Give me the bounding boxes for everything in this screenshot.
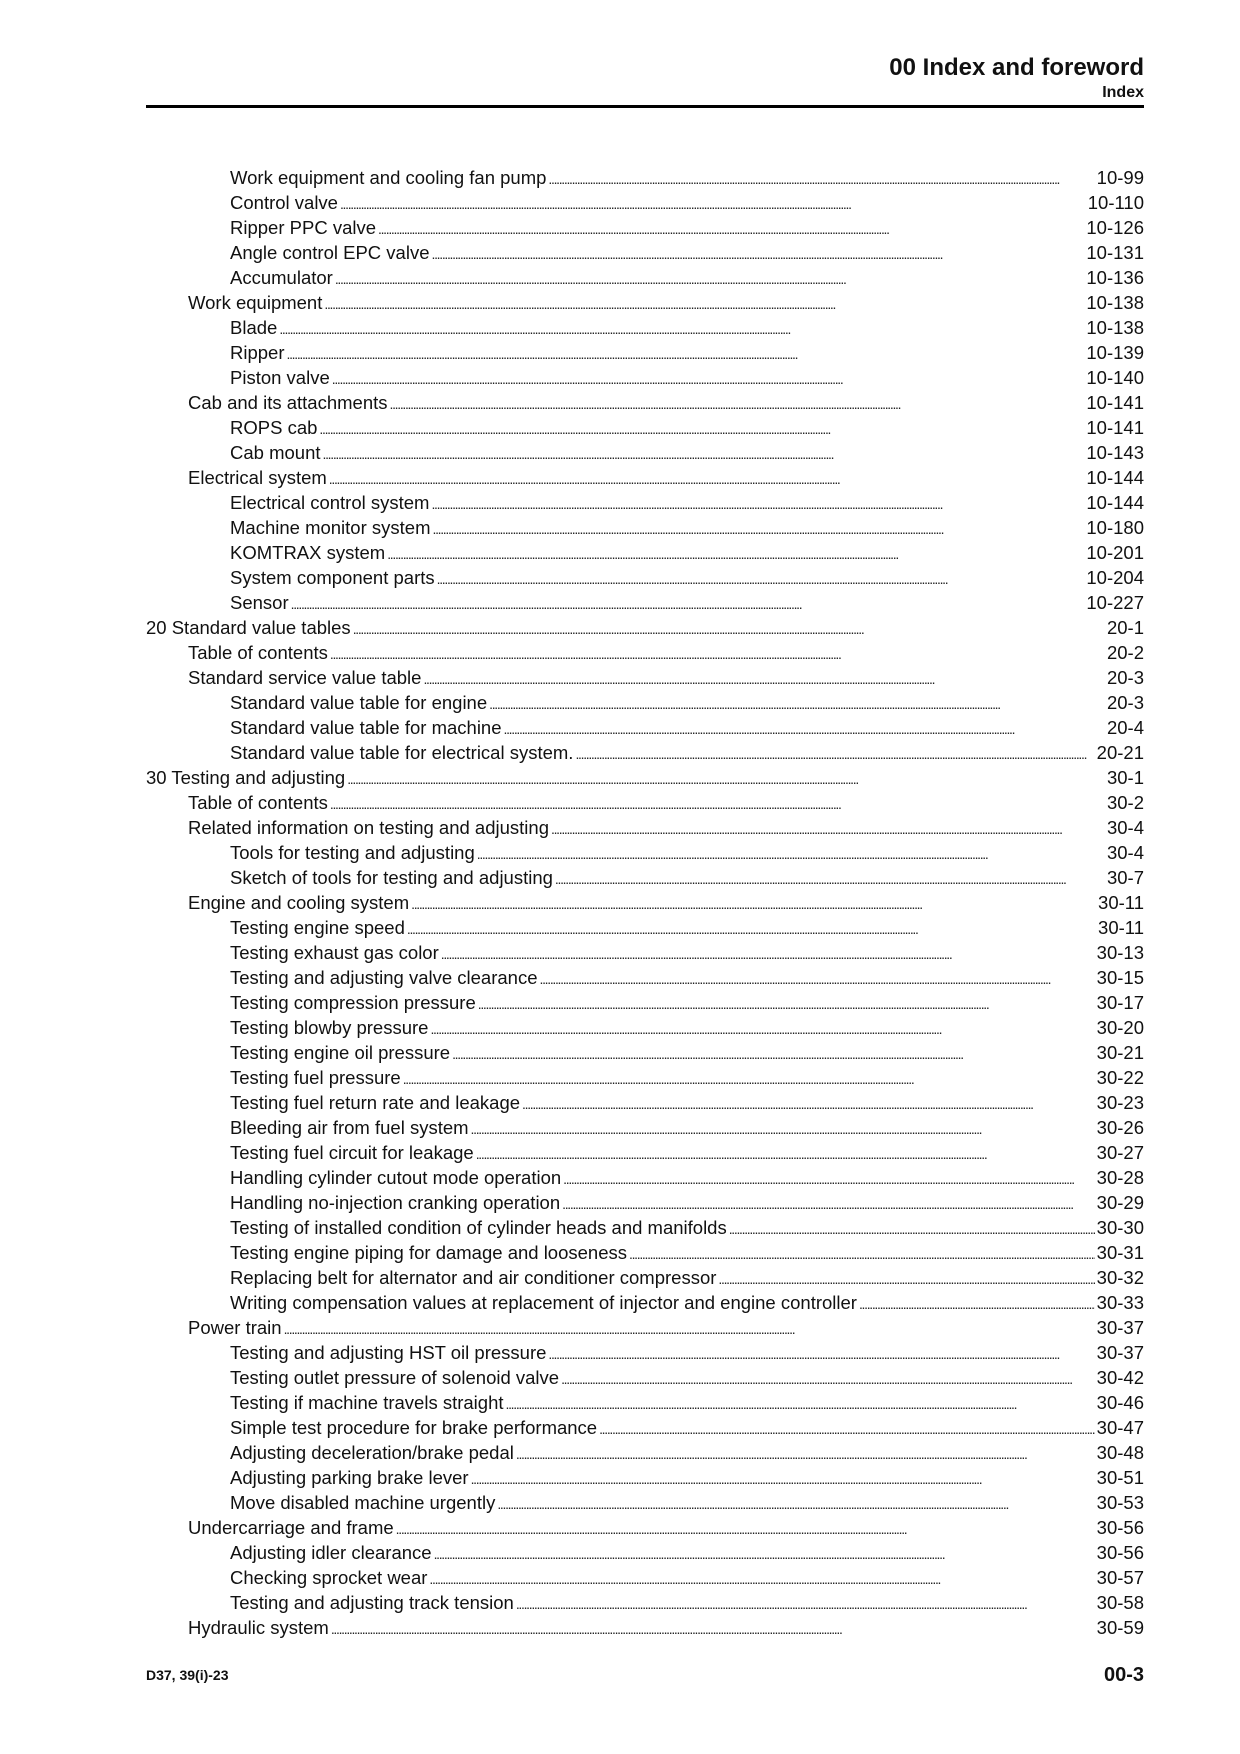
toc-entry-page: 20-21	[1096, 742, 1144, 763]
toc-entry-page: 10-99	[1096, 167, 1144, 188]
toc-entry[interactable]	[146, 165, 1144, 190]
toc-entry-page: 30-37	[1096, 1342, 1144, 1363]
toc-entry-title: Machine monitor system	[230, 517, 431, 538]
toc-entry[interactable]	[146, 1140, 1144, 1165]
toc-entry-title: Adjusting idler clearance	[230, 1542, 432, 1563]
toc-dot-leader	[562, 1192, 1095, 1217]
toc-entry-page: 30-28	[1096, 1167, 1144, 1188]
toc-entry-page: 10-144	[1086, 467, 1144, 488]
toc-dot-leader	[599, 1417, 1095, 1442]
toc-dot-leader	[548, 1342, 1094, 1367]
toc-entry-page: 30-31	[1096, 1242, 1144, 1263]
toc-entry[interactable]	[146, 1190, 1144, 1215]
toc-entry-page: 30-11	[1098, 917, 1144, 938]
toc-entry-page: 10-204	[1086, 567, 1144, 588]
toc-entry[interactable]	[146, 1440, 1144, 1465]
model-label: D37, 39(i)-23	[146, 1667, 229, 1683]
toc-entry[interactable]	[146, 740, 1144, 765]
toc-entry-page: 20-3	[1106, 667, 1144, 688]
toc-entry-page: 10-136	[1086, 267, 1144, 288]
toc-entry-title: Table of contents	[188, 642, 328, 663]
toc-dot-leader	[471, 1117, 1095, 1142]
toc-entry[interactable]	[146, 1040, 1144, 1065]
toc-dot-leader	[378, 217, 1084, 242]
toc-entry-page: 30-32	[1096, 1267, 1144, 1288]
toc-entry-page: 30-4	[1106, 817, 1144, 838]
toc-entry-title: Testing compression pressure	[230, 992, 476, 1013]
toc-dot-leader	[387, 542, 1084, 567]
toc-dot-leader	[291, 592, 1085, 617]
toc-entry-page: 30-13	[1096, 942, 1144, 963]
toc-entry-title: Move disabled machine urgently	[230, 1492, 496, 1513]
toc-entry-title: Standard value table for machine	[230, 717, 502, 738]
toc-dot-leader	[489, 692, 1105, 717]
toc-entry-page: 30-48	[1096, 1442, 1144, 1463]
toc-entry-title: Angle control EPC valve	[230, 242, 430, 263]
toc-entry[interactable]	[146, 265, 1144, 290]
toc-entry-page: 30-42	[1096, 1367, 1144, 1388]
toc-entry-page: 10-143	[1086, 442, 1144, 463]
toc-entry[interactable]	[146, 440, 1144, 465]
toc-entry-page: 30-23	[1096, 1092, 1144, 1113]
toc-entry-page: 20-2	[1106, 642, 1144, 663]
toc-dot-leader	[390, 392, 1085, 417]
toc-entry-title: Testing outlet pressure of solenoid valve	[230, 1367, 560, 1388]
toc-entry[interactable]	[146, 590, 1144, 615]
toc-entry[interactable]	[146, 1515, 1144, 1540]
toc-entry-title: Power train	[188, 1317, 282, 1338]
toc-dot-leader	[729, 1217, 1095, 1242]
toc-dot-leader	[718, 1267, 1094, 1292]
toc-entry[interactable]	[146, 1415, 1144, 1440]
toc-entry-title: Replacing belt for alternator and air conditioner compressor	[230, 1267, 717, 1288]
toc-entry-title: Testing and adjusting track tension	[230, 1592, 514, 1613]
toc-entry-title: Blade	[230, 317, 278, 338]
toc-dot-leader	[330, 792, 1105, 817]
toc-entry-title: Standard value table for engine	[230, 692, 488, 713]
toc-entry[interactable]	[146, 190, 1144, 215]
toc-entry[interactable]	[146, 1315, 1144, 1340]
toc-entry-title: 20 Standard value tables	[146, 617, 351, 638]
toc-entry[interactable]	[146, 1265, 1144, 1290]
toc-entry-page: 30-56	[1096, 1542, 1144, 1563]
toc-entry-title: Standard value table for electrical system.	[230, 742, 574, 763]
toc-entry-page: 30-59	[1096, 1617, 1144, 1638]
toc-entry-title: Checking sprocket wear	[230, 1567, 428, 1588]
toc-entry-page: 10-126	[1086, 217, 1144, 238]
toc-entry-title: Sensor	[230, 592, 289, 613]
toc-dot-leader	[319, 417, 1084, 442]
page-number: 00-3	[1103, 1664, 1144, 1686]
toc-dot-leader	[411, 892, 1096, 917]
toc-dot-leader	[434, 1542, 1095, 1567]
toc-dot-leader	[340, 192, 1086, 217]
toc-entry-title: Bleeding air from fuel system	[230, 1117, 469, 1138]
toc-entry-page: 30-47	[1096, 1417, 1144, 1438]
toc-dot-leader	[423, 667, 1105, 692]
toc-entry[interactable]	[146, 290, 1144, 315]
toc-entry[interactable]	[146, 240, 1144, 265]
section-title: 00 Index and foreword	[889, 54, 1144, 81]
toc-entry[interactable]	[146, 215, 1144, 240]
toc-entry-title: Testing fuel return rate and leakage	[230, 1092, 521, 1113]
toc-entry[interactable]	[146, 765, 1144, 790]
toc-entry[interactable]	[146, 540, 1144, 565]
toc-entry-title: Engine and cooling system	[188, 892, 410, 913]
toc-dot-leader	[441, 942, 1095, 967]
toc-dot-leader	[561, 1367, 1095, 1392]
toc-entry-title: Adjusting parking brake lever	[230, 1467, 469, 1488]
toc-entry[interactable]	[146, 1065, 1144, 1090]
toc-dot-leader	[516, 1592, 1095, 1617]
section-subtitle: Index	[1102, 84, 1144, 101]
toc-entry-title: Electrical control system	[230, 492, 430, 513]
toc-entry-title: Standard service value table	[188, 667, 422, 688]
toc-entry-title: Ripper	[230, 342, 285, 363]
toc-entry-title: System component parts	[230, 567, 435, 588]
toc-dot-leader	[324, 292, 1084, 317]
toc-entry-page: 10-131	[1086, 242, 1144, 263]
toc-entry[interactable]	[146, 390, 1144, 415]
toc-entry-page: 10-227	[1086, 592, 1144, 613]
toc-entry-page: 30-17	[1096, 992, 1144, 1013]
toc-entry[interactable]	[146, 1240, 1144, 1265]
toc-dot-leader	[575, 742, 1094, 767]
toc-entry[interactable]	[146, 565, 1144, 590]
toc-entry-page: 30-37	[1096, 1317, 1144, 1338]
toc-dot-leader	[629, 1242, 1095, 1267]
toc-entry-page: 30-53	[1096, 1492, 1144, 1513]
toc-entry[interactable]	[146, 990, 1144, 1015]
toc-entry-page: 20-1	[1106, 617, 1144, 638]
toc-entry[interactable]	[146, 365, 1144, 390]
toc-entry[interactable]	[146, 1115, 1144, 1140]
toc-dot-leader	[504, 717, 1105, 742]
toc-dot-leader	[555, 867, 1105, 892]
toc-entry[interactable]	[146, 890, 1144, 915]
toc-entry-page: 10-144	[1086, 492, 1144, 513]
toc-entry-page: 30-51	[1096, 1467, 1144, 1488]
toc-entry[interactable]	[146, 1090, 1144, 1115]
toc-entry[interactable]	[146, 1290, 1144, 1315]
toc-entry[interactable]	[146, 1565, 1144, 1590]
toc-dot-leader	[332, 367, 1085, 392]
toc-entry[interactable]	[146, 840, 1144, 865]
toc-entry[interactable]	[146, 915, 1144, 940]
toc-dot-leader	[330, 642, 1105, 667]
toc-entry-page: 10-110	[1087, 192, 1144, 213]
toc-entry-title: Sketch of tools for testing and adjusting	[230, 867, 553, 888]
toc-dot-leader	[478, 992, 1095, 1017]
toc-entry-page: 30-57	[1096, 1567, 1144, 1588]
toc-dot-leader	[432, 242, 1085, 267]
toc-entry[interactable]	[146, 940, 1144, 965]
toc-entry-page: 30-22	[1096, 1067, 1144, 1088]
toc-entry[interactable]	[146, 340, 1144, 365]
toc-entry-title: 30 Testing and adjusting	[146, 767, 346, 788]
toc-entry-page: 10-141	[1086, 417, 1144, 438]
toc-entry-page: 20-3	[1106, 692, 1144, 713]
toc-dot-leader	[323, 442, 1085, 467]
toc-entry-page: 30-7	[1106, 867, 1144, 888]
toc-entry[interactable]	[146, 615, 1144, 640]
toc-dot-leader	[287, 342, 1085, 367]
toc-entry[interactable]	[146, 865, 1144, 890]
toc-entry-title: Accumulator	[230, 267, 333, 288]
toc-entry-title: Handling no-injection cranking operation	[230, 1192, 561, 1213]
toc-dot-leader	[279, 317, 1084, 342]
toc-entry-page: 10-138	[1086, 292, 1144, 313]
toc-entry-title: Tools for testing and adjusting	[230, 842, 475, 863]
toc-dot-leader	[540, 967, 1095, 992]
toc-entry-page: 10-180	[1086, 517, 1144, 538]
toc-entry-title: Testing if machine travels straight	[230, 1392, 504, 1413]
toc-entry-title: KOMTRAX system	[230, 542, 386, 563]
toc-entry-page: 30-26	[1096, 1117, 1144, 1138]
toc-entry-title: Testing fuel pressure	[230, 1067, 401, 1088]
toc-entry-title: Testing engine speed	[230, 917, 405, 938]
toc-entry-page: 30-21	[1096, 1042, 1144, 1063]
toc-entry-page: 30-33	[1096, 1292, 1144, 1313]
toc-entry[interactable]	[146, 640, 1144, 665]
toc-entry[interactable]	[146, 1015, 1144, 1040]
toc-dot-leader	[471, 1467, 1095, 1492]
toc-entry-page: 30-58	[1096, 1592, 1144, 1613]
toc-dot-leader	[516, 1442, 1095, 1467]
toc-entry-page: 30-20	[1096, 1017, 1144, 1038]
toc-dot-leader	[548, 167, 1094, 192]
toc-dot-leader	[407, 917, 1096, 942]
toc-dot-leader	[431, 492, 1084, 517]
toc-dot-leader	[551, 817, 1105, 842]
toc-entry-title: Testing exhaust gas color	[230, 942, 439, 963]
toc-entry[interactable]	[146, 1490, 1144, 1515]
toc-dot-leader	[497, 1492, 1094, 1517]
toc-dot-leader	[429, 1567, 1094, 1592]
toc-entry[interactable]	[146, 1340, 1144, 1365]
toc-entry[interactable]	[146, 465, 1144, 490]
toc-entry[interactable]	[146, 1165, 1144, 1190]
toc-dot-leader	[452, 1042, 1095, 1067]
toc-entry[interactable]	[146, 715, 1144, 740]
toc-entry-title: Writing compensation values at replacement of injector and engine controller	[230, 1292, 857, 1313]
toc-entry[interactable]	[146, 965, 1144, 990]
toc-entry[interactable]	[146, 515, 1144, 540]
toc-entry[interactable]	[146, 1390, 1144, 1415]
toc-entry-page: 30-29	[1096, 1192, 1144, 1213]
toc-entry-title: Control valve	[230, 192, 338, 213]
toc-entry-title: Simple test procedure for brake performance	[230, 1417, 598, 1438]
toc-entry-title: Undercarriage and frame	[188, 1517, 394, 1538]
toc-entry[interactable]	[146, 315, 1144, 340]
toc-dot-leader	[476, 1142, 1095, 1167]
toc-entry-page: 30-11	[1098, 892, 1144, 913]
toc-dot-leader	[353, 617, 1105, 642]
table-of-contents	[146, 165, 1144, 1640]
toc-entry-page: 30-27	[1096, 1142, 1144, 1163]
toc-entry-page: 10-141	[1086, 392, 1144, 413]
toc-entry-page: 30-4	[1106, 842, 1144, 863]
toc-entry-title: Cab mount	[230, 442, 321, 463]
toc-entry-page: 20-4	[1106, 717, 1144, 738]
toc-entry-page: 30-1	[1106, 767, 1144, 788]
toc-entry[interactable]	[146, 1615, 1144, 1640]
toc-entry-page: 10-140	[1086, 367, 1144, 388]
toc-entry-page: 10-201	[1086, 542, 1144, 563]
toc-entry-title: Hydraulic system	[188, 1617, 329, 1638]
toc-entry[interactable]	[146, 1215, 1144, 1240]
toc-entry-title: Testing and adjusting valve clearance	[230, 967, 538, 988]
toc-entry[interactable]	[146, 690, 1144, 715]
toc-entry[interactable]	[146, 815, 1144, 840]
toc-dot-leader	[563, 1167, 1095, 1192]
toc-entry-title: Testing engine piping for damage and looseness	[230, 1242, 628, 1263]
toc-entry-title: Piston valve	[230, 367, 330, 388]
toc-entry-title: Work equipment and cooling fan pump	[230, 167, 547, 188]
toc-entry[interactable]	[146, 490, 1144, 515]
toc-entry-title: Testing blowby pressure	[230, 1017, 429, 1038]
toc-entry-title: Electrical system	[188, 467, 327, 488]
toc-dot-leader	[403, 1067, 1095, 1092]
toc-entry-page: 10-139	[1086, 342, 1144, 363]
toc-entry-title: Testing engine oil pressure	[230, 1042, 451, 1063]
toc-entry-page: 30-46	[1096, 1392, 1144, 1413]
toc-entry-title: Table of contents	[188, 792, 328, 813]
toc-entry-title: ROPS cab	[230, 417, 318, 438]
toc-entry-page: 10-138	[1086, 317, 1144, 338]
toc-entry-title: Testing and adjusting HST oil pressure	[230, 1342, 547, 1363]
toc-dot-leader	[329, 467, 1085, 492]
toc-entry[interactable]	[146, 665, 1144, 690]
toc-dot-leader	[432, 517, 1084, 542]
toc-dot-leader	[477, 842, 1105, 867]
toc-entry[interactable]	[146, 790, 1144, 815]
toc-entry-title: Adjusting deceleration/brake pedal	[230, 1442, 514, 1463]
toc-dot-leader	[430, 1017, 1094, 1042]
toc-dot-leader	[437, 567, 1085, 592]
toc-entry-page: 30-56	[1096, 1517, 1144, 1538]
toc-entry[interactable]	[146, 1465, 1144, 1490]
toc-entry-title: Handling cylinder cutout mode operation	[230, 1167, 562, 1188]
toc-entry-title: Ripper PPC valve	[230, 217, 377, 238]
toc-dot-leader	[331, 1617, 1095, 1642]
toc-dot-leader	[506, 1392, 1095, 1417]
toc-dot-leader	[347, 767, 1105, 792]
toc-dot-leader	[335, 267, 1085, 292]
toc-entry-page: 30-15	[1096, 967, 1144, 988]
toc-entry-page: 30-30	[1096, 1217, 1144, 1238]
toc-entry-title: Work equipment	[188, 292, 323, 313]
toc-entry-title: Testing of installed condition of cylinder heads and manifolds	[230, 1217, 727, 1238]
toc-entry[interactable]	[146, 415, 1144, 440]
toc-entry-title: Cab and its attachments	[188, 392, 388, 413]
toc-entry-title: Related information on testing and adjusting	[188, 817, 549, 838]
toc-dot-leader	[522, 1092, 1095, 1117]
toc-dot-leader	[396, 1517, 1095, 1542]
toc-entry[interactable]	[146, 1590, 1144, 1615]
toc-entry[interactable]	[146, 1540, 1144, 1565]
toc-entry[interactable]	[146, 1365, 1144, 1390]
toc-entry-title: Testing fuel circuit for leakage	[230, 1142, 474, 1163]
toc-dot-leader	[284, 1317, 1095, 1342]
toc-entry-page: 30-2	[1106, 792, 1144, 813]
header-divider	[146, 105, 1144, 108]
toc-dot-leader	[859, 1292, 1095, 1317]
